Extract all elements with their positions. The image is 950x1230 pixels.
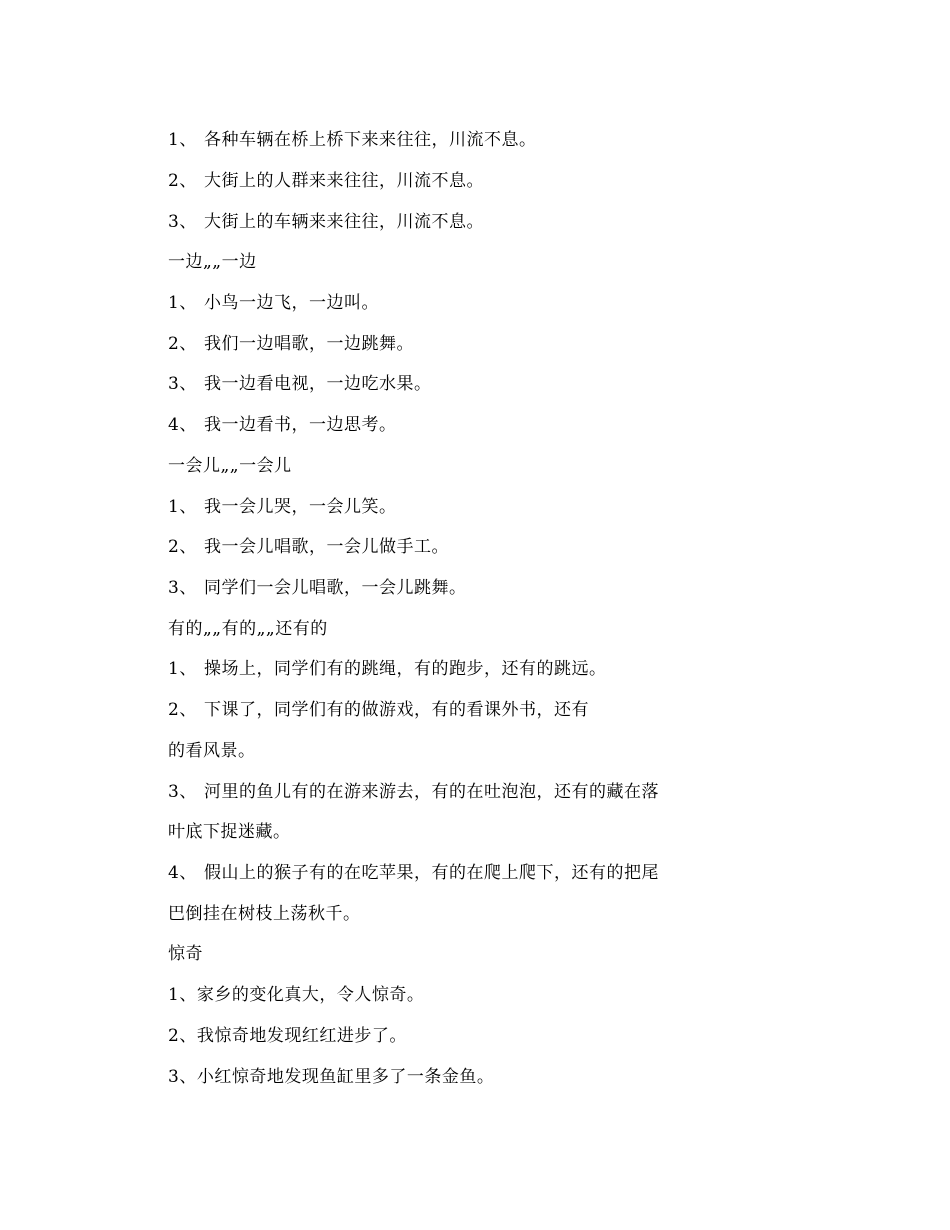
list-item bbox=[168, 291, 379, 315]
heading-text: 有的„„有的„„还有的 bbox=[168, 619, 328, 639]
section-heading bbox=[168, 250, 257, 274]
item-text: 我惊奇地发现红红进步了。 bbox=[196, 1026, 407, 1046]
item-number: 3、 bbox=[168, 212, 197, 232]
item-text: 下课了，同学们有的做游戏，有的看课外书，还有 bbox=[204, 700, 589, 720]
list-item bbox=[168, 983, 424, 1007]
item-text: 叶底下捉迷藏。 bbox=[168, 822, 291, 842]
list-item bbox=[168, 1024, 407, 1048]
list-item bbox=[168, 657, 607, 681]
item-text: 小红惊奇地发现鱼缸里多了一条金鱼。 bbox=[196, 1067, 495, 1087]
list-item bbox=[168, 210, 484, 234]
item-text: 大街上的人群来来往往，川流不息。 bbox=[204, 171, 484, 191]
heading-text: 一边„„一边 bbox=[168, 252, 257, 272]
item-number: 2、 bbox=[168, 171, 197, 191]
item-number: 1、 bbox=[168, 985, 197, 1005]
item-number: 2、 bbox=[168, 334, 197, 354]
item-number: 4、 bbox=[168, 415, 197, 435]
heading-text: 惊奇 bbox=[168, 944, 203, 964]
item-text: 大街上的车辆来来往往，川流不息。 bbox=[204, 212, 484, 232]
list-item bbox=[168, 128, 537, 152]
item-text: 假山上的猴子有的在吃苹果，有的在爬上爬下，还有的把尾 bbox=[204, 863, 659, 883]
item-text: 我一边看电视，一边吃水果。 bbox=[204, 374, 432, 394]
heading-text: 一会儿„„一会儿 bbox=[168, 456, 292, 476]
item-number: 3、 bbox=[168, 578, 197, 598]
list-item bbox=[168, 698, 589, 722]
item-text: 我们一边唱歌，一边跳舞。 bbox=[204, 334, 414, 354]
list-item-continuation bbox=[168, 820, 291, 844]
item-number: 3、 bbox=[168, 1067, 197, 1087]
section-heading bbox=[168, 617, 328, 641]
section-heading bbox=[168, 454, 292, 478]
item-number: 3、 bbox=[168, 782, 197, 802]
list-item-continuation bbox=[168, 902, 361, 926]
item-text: 操场上，同学们有的跳绳，有的跑步，还有的跳远。 bbox=[204, 659, 607, 679]
item-number: 1、 bbox=[168, 130, 197, 150]
list-item bbox=[168, 861, 659, 885]
list-item-continuation bbox=[168, 739, 256, 763]
list-item bbox=[168, 780, 659, 804]
item-text: 我一会儿唱歌，一会儿做手工。 bbox=[204, 537, 449, 557]
item-number: 2、 bbox=[168, 537, 197, 557]
section-heading bbox=[168, 942, 203, 966]
item-text: 我一边看书，一边思考。 bbox=[204, 415, 397, 435]
item-number: 1、 bbox=[168, 497, 197, 517]
list-item bbox=[168, 535, 449, 559]
list-item bbox=[168, 332, 414, 356]
item-text: 家乡的变化真大，令人惊奇。 bbox=[196, 985, 425, 1005]
list-item bbox=[168, 495, 397, 519]
list-item bbox=[168, 576, 467, 600]
item-text: 巴倒挂在树枝上荡秋千。 bbox=[168, 904, 361, 924]
item-text: 我一会儿哭，一会儿笑。 bbox=[204, 497, 397, 517]
item-number: 1、 bbox=[168, 293, 197, 313]
item-number: 2、 bbox=[168, 1026, 197, 1046]
item-number: 3、 bbox=[168, 374, 197, 394]
item-text: 河里的鱼儿有的在游来游去，有的在吐泡泡，还有的藏在落 bbox=[204, 782, 659, 802]
list-item bbox=[168, 413, 397, 437]
item-number: 1、 bbox=[168, 659, 197, 679]
item-number: 2、 bbox=[168, 700, 197, 720]
list-item bbox=[168, 372, 432, 396]
item-text: 的看风景。 bbox=[168, 741, 256, 761]
item-text: 各种车辆在桥上桥下来来往往，川流不息。 bbox=[204, 130, 537, 150]
item-text: 小鸟一边飞，一边叫。 bbox=[204, 293, 379, 313]
item-number: 4、 bbox=[168, 863, 197, 883]
list-item bbox=[168, 169, 484, 193]
item-text: 同学们一会儿唱歌，一会儿跳舞。 bbox=[204, 578, 467, 598]
list-item bbox=[168, 1065, 494, 1089]
